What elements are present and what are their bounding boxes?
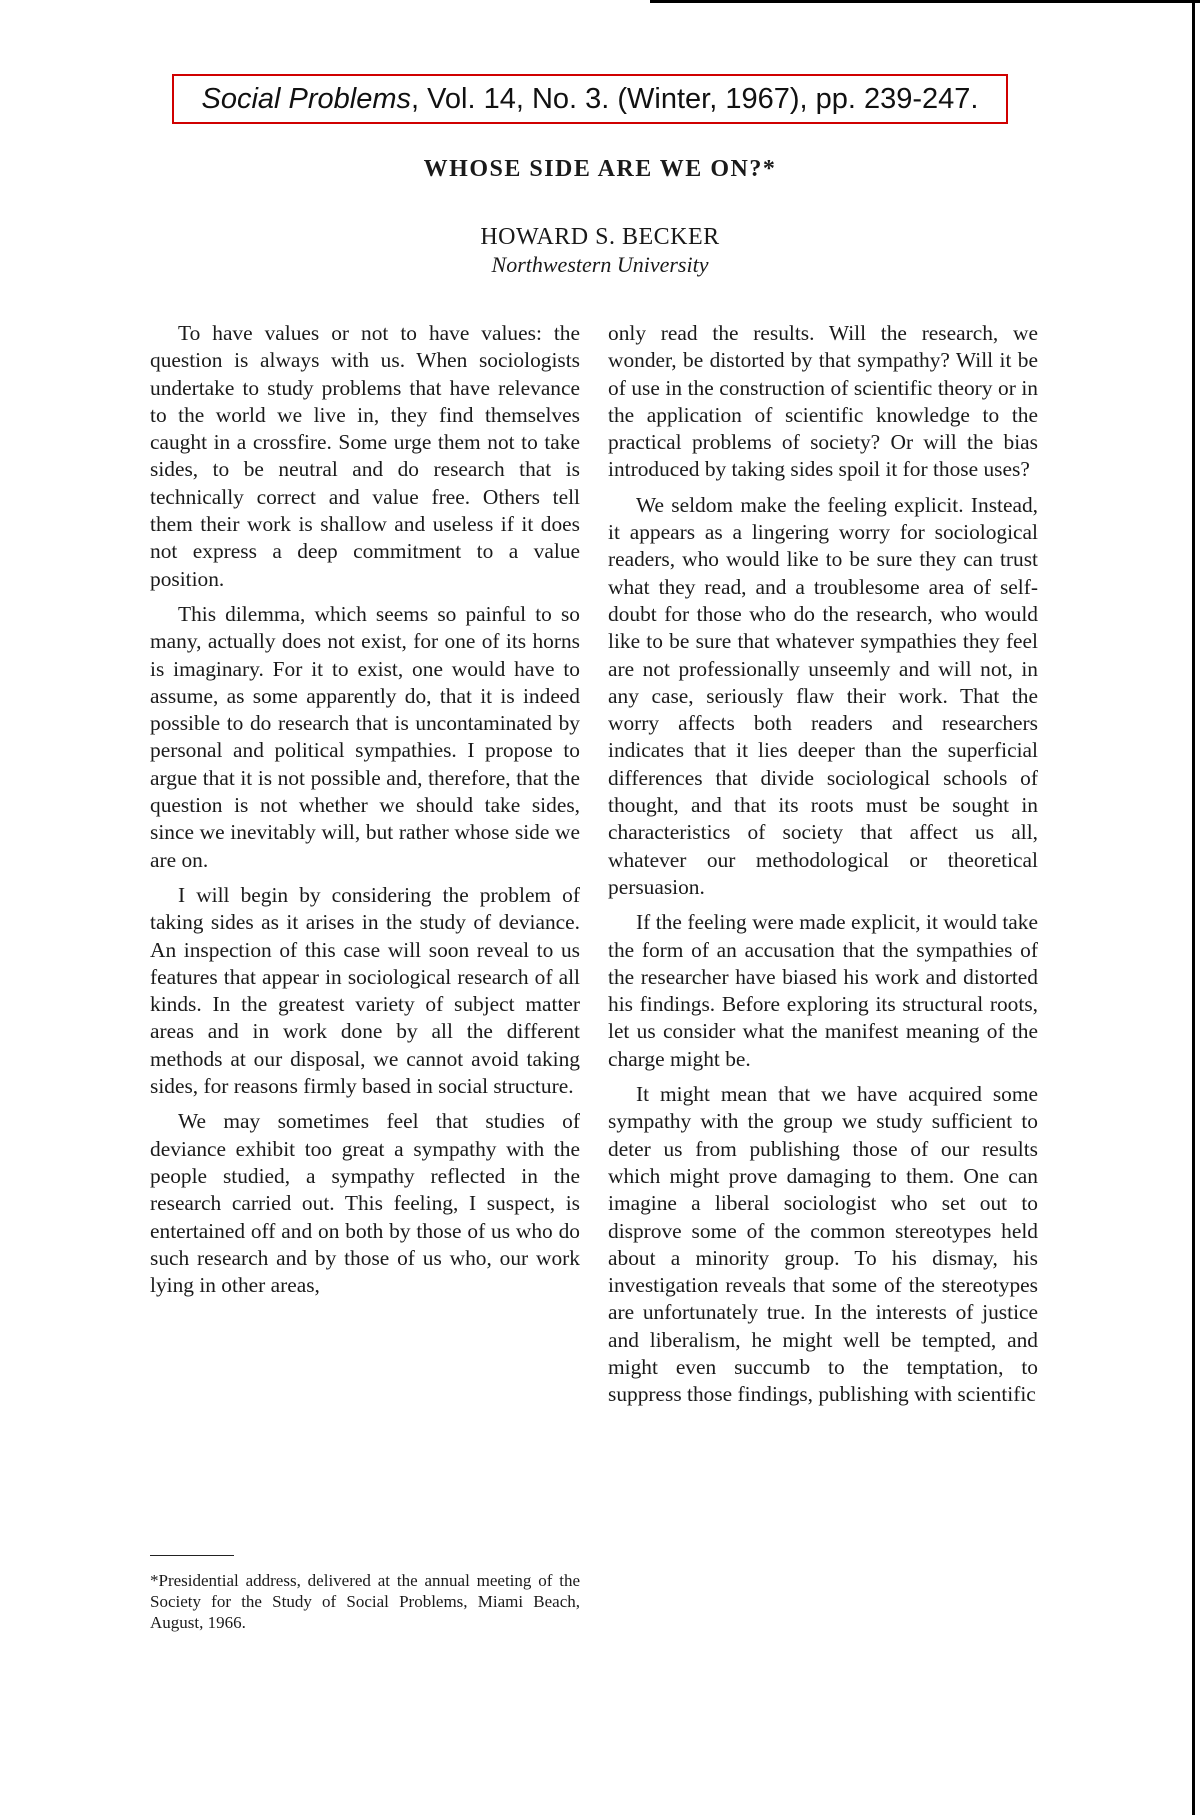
paragraph: We may sometimes feel that studies of deviance exhibit too great a sympathy with the people studied, a sympathy reflected in the research carried out. This feeling, I suspect, is entertained off and on both by those of us who do such research and by those of us who, our work lying in other areas, xyxy=(150,1109,580,1298)
author-affiliation: Northwestern University xyxy=(491,252,709,277)
journal-name: Social Problems xyxy=(201,83,412,115)
paragraph: This dilemma, which seems so painful to so many, actually does not exist, for one of its horns is imaginary. For it to exist, one would have to assume, as some apparently do, that it is indeed possible to do research that is uncontaminated by personal and political sympathies. I propose to argue that it is not possible and, therefore, that the question is not whether we should take sides, since we inevitably will, but rather whose side we are on. xyxy=(150,601,580,872)
author-name: HOWARD S. BECKER xyxy=(480,224,720,250)
right-column xyxy=(608,320,1038,1417)
left-column xyxy=(150,320,580,1307)
paragraph: We seldom make the feeling explicit. Instead, it appears as a lingering worry for sociological readers, who would like to be sure they can trust what they read, and a troublesome area of self-doubt for those who do the research, who would like to be sure that whatever sympathies they feel are not professionally unseemly and will not, in any case, seriously flaw their work. That the worry affects both readers and researchers indicates that it lies deeper than the superficial differences that divide sociological schools of thought, and that its roots must be sought in characteristics of society that affect us all, whatever our methodological or theoretical persuasion. xyxy=(608,492,1038,899)
footnote: *Presidential address, delivered at the annual meeting of the Society for the Study of Social Problems, Miami Beach, August, 1966. xyxy=(150,1571,580,1632)
page-frame-top xyxy=(650,0,1200,3)
citation-box xyxy=(172,74,1008,124)
article-title: WHOSE SIDE ARE WE ON?* xyxy=(423,156,777,182)
paragraph: To have values or not to have values: the question is always with us. When sociologists undertake to study problems that have relevance to the world we live in, they find themselves caught in a crossfire. Some urge them not to take sides, to be neutral and do research that is technically correct and value free. Others tell them their work is shallow and useless if it does not express a deep commitment to a value position. xyxy=(150,321,580,591)
paragraph: If the feeling were made explicit, it would take the form of an accusation that the sympathies of the researcher have biased his work and distorted his findings. Before exploring its structural roots, let us consider what the manifest meaning of the charge might be. xyxy=(608,910,1038,1071)
paragraph: It might mean that we have acquired some sympathy with the group we study sufficient to deter us from publishing those of our results which might prove damaging to them. One can imagine a liberal sociologist who set out to disprove some of the common stereotypes held about a minority group. To his dismay, his investigation reveals that some of the stereotypes are unfortunately true. In the interests of justice and liberalism, he might well be tempted, and might even succumb to the temptation, to suppress those findings, publishing with scientific xyxy=(608,1082,1038,1407)
paragraph: I will begin by considering the problem of taking sides as it arises in the study of deviance. An inspection of this case will soon reveal to us features that appear in sociological research of all kinds. In the greatest variety of subject matter areas and in work done by all the different methods at our disposal, we cannot avoid taking sides, for reasons firmly based in social structure. xyxy=(150,882,580,1099)
footnote-rule xyxy=(150,1555,234,1556)
citation-details: , Vol. 14, No. 3. (Winter, 1967), pp. 239-247. xyxy=(411,83,979,115)
paragraph-continued: only read the results. Will the research, we wonder, be distorted by that sympathy? Will it be of use in the construction of scientific theory or in the application of scientific knowledge to the practical problems of society? Or will the bias introduced by taking sides spoil it for those uses? xyxy=(608,321,1038,482)
